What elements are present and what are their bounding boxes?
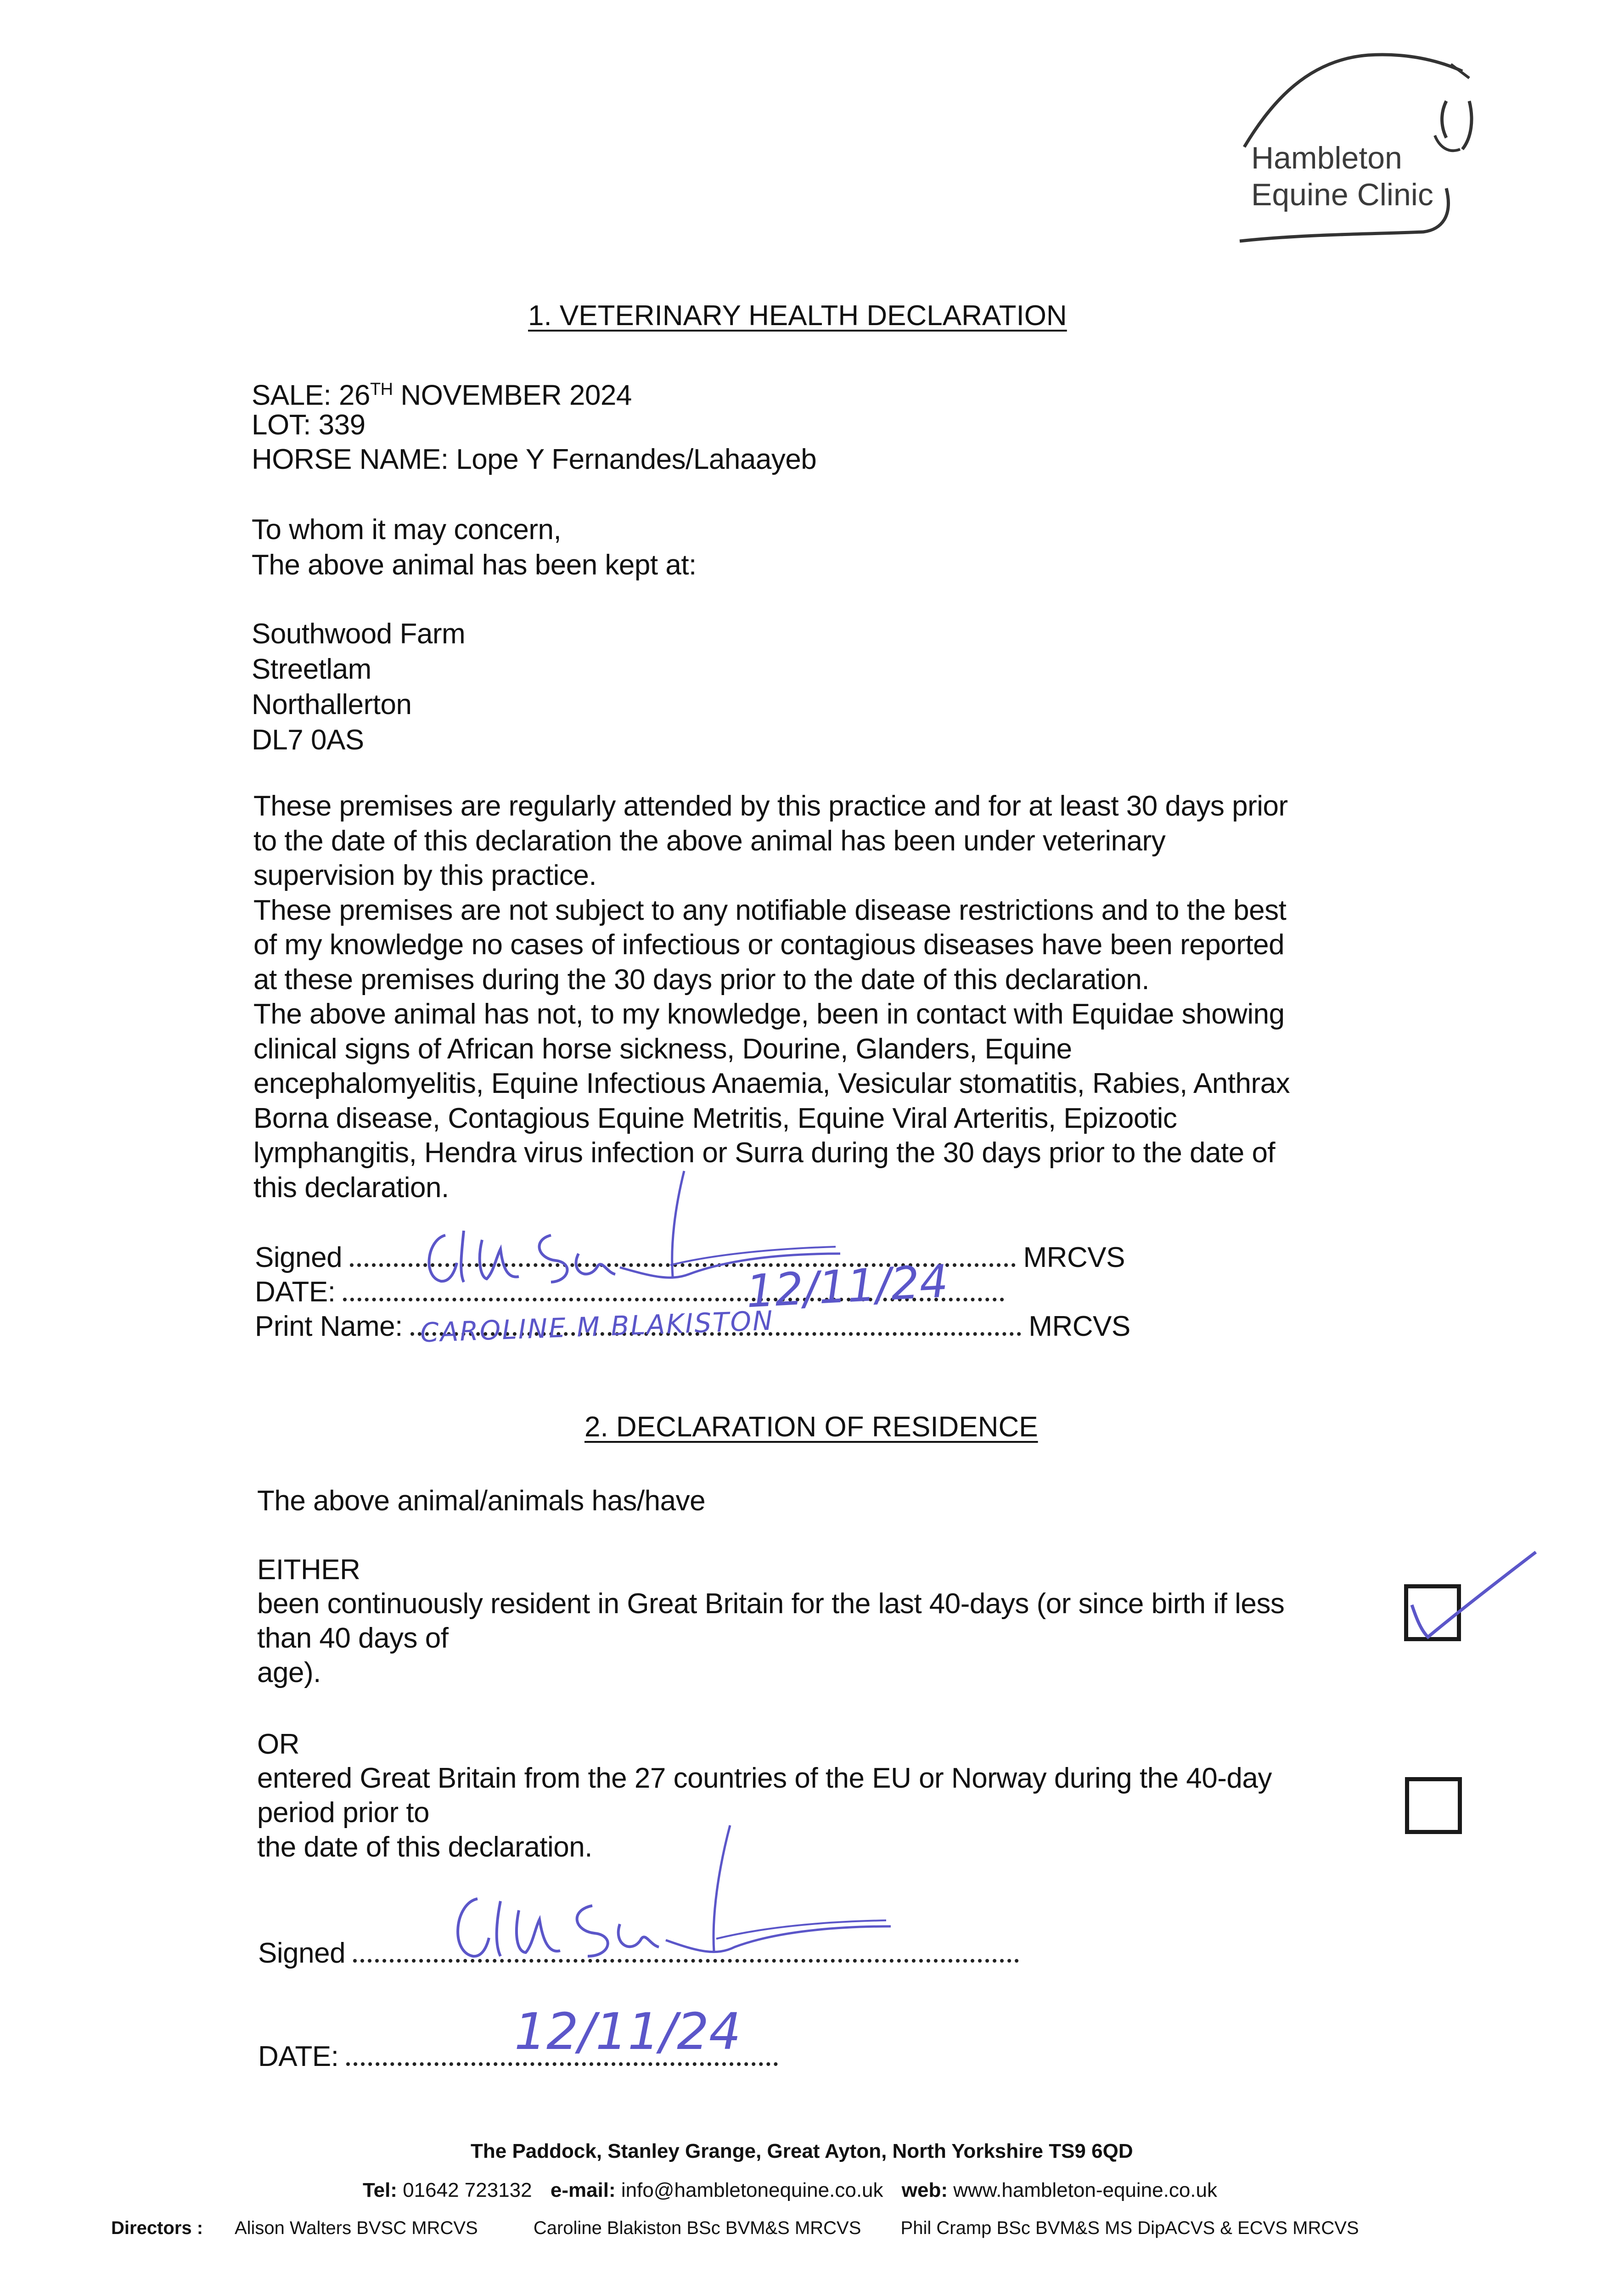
option-line: entered Great Britain from the 27 countries of the EU or Norway during the 40-day (257, 1762, 1272, 1794)
paragraph-line: to the date of this declaration the above animal has been under veterinary (253, 825, 1166, 857)
paragraph-line: supervision by this practice. (253, 860, 597, 891)
greeting: To whom it may concern, (252, 514, 562, 546)
footer-address: The Paddock, Stanley Grange, Great Ayton, North Yorkshire TS9 6QD (471, 2140, 1133, 2162)
or-label: OR (257, 1728, 299, 1760)
date-line-2: DATE: (258, 2039, 778, 2074)
kept-at: The above animal has been kept at: (252, 549, 697, 581)
residence-intro: The above animal/animals has/have (257, 1485, 706, 1517)
handwritten-date-1: 12/11/24 (745, 1255, 950, 1318)
date-line-1: DATE: (255, 1274, 1004, 1310)
paragraph-line: The above animal has not, to my knowledge, been in contact with Equidae showing (253, 998, 1285, 1030)
address-block (252, 616, 465, 758)
sale-superscript: TH (370, 380, 393, 399)
option-line: the date of this declaration. (257, 1831, 592, 1863)
address-line: DL7 0AS (252, 724, 364, 756)
email-link[interactable]: info@hambletonequine.co.uk (621, 2179, 883, 2201)
handwritten-date-2: 12/11/24 (514, 2002, 742, 2061)
option-line: been continuously resident in Great Britain for the last 40-days (or since birth if less (257, 1588, 1285, 1620)
section2-title: 2. DECLARATION OF RESIDENCE (584, 1411, 1038, 1443)
declaration-paragraphs (253, 789, 1290, 1205)
option1-text (257, 1587, 1284, 1690)
director-name: Caroline Blakiston BSc BVM&S MRCVS (533, 2218, 861, 2238)
paragraph-line: clinical signs of African horse sickness, Dourine, Glanders, Equine (253, 1033, 1072, 1065)
address-line: Northallerton (252, 689, 412, 720)
lot-line: LOT: 339 (252, 409, 365, 441)
signed-line-1: Signed MRCVS (255, 1242, 1125, 1273)
tel-value[interactable]: 01642 723132 (403, 2179, 532, 2201)
paragraph-line: encephalomyelitis, Equine Infectious Anaemia, Vesicular stomatitis, Rabies, Anthrax (253, 1068, 1290, 1099)
address-line: Southwood Farm (252, 618, 466, 650)
footer-contact (363, 2179, 1217, 2202)
logo-line-1: Hambleton (1251, 141, 1402, 175)
director-name: Phil Cramp BSc BVM&S MS DipACVS & ECVS MRCVS (900, 2218, 1359, 2238)
checkmark-icon (1405, 1541, 1543, 1646)
paragraph-line: These premises are regularly attended by this practice and for at least 30 days prior (253, 790, 1288, 822)
signed-line-2: Signed (258, 1936, 1019, 1971)
option-line: than 40 days of (257, 1622, 449, 1654)
horse-name-line: HORSE NAME: Lope Y Fernandes/Lahaayeb (252, 444, 817, 475)
footer-directors (111, 2218, 1359, 2239)
web-link[interactable]: www.hambleton-equine.co.uk (953, 2179, 1217, 2201)
either-label: EITHER (257, 1554, 360, 1586)
director-name: Alison Walters BVSC MRCVS (234, 2218, 478, 2238)
option2-checkbox[interactable] (1405, 1777, 1462, 1834)
section1-title: 1. VETERINARY HEALTH DECLARATION (528, 300, 1067, 332)
logo-line-2: Equine Clinic (1251, 177, 1433, 212)
sale-line: SALE: 26TH NOVEMBER 2024 (252, 379, 632, 411)
address-line: Streetlam (252, 653, 371, 685)
directors-label: Directors : (111, 2218, 203, 2238)
paragraph-line: Borna disease, Contagious Equine Metritis, Equine Viral Arteritis, Epizootic (253, 1102, 1177, 1134)
paragraph-line: of my knowledge no cases of infectious or contagious diseases have been reported (253, 929, 1285, 961)
handwritten-signature-2 (436, 1818, 918, 1975)
web-label: web: (901, 2179, 948, 2201)
email-label: e-mail: (550, 2179, 616, 2201)
print-name-line: Print Name: MRCVS (255, 1311, 1130, 1342)
tel-label: Tel: (363, 2179, 397, 2201)
handwritten-print-name: CAROLINE M BLAKISTON (420, 1305, 775, 1349)
clinic-logo (1231, 51, 1488, 257)
option-line: period prior to (257, 1797, 430, 1829)
paragraph-line: this declaration. (253, 1171, 449, 1204)
paragraph-line: lymphangitis, Hendra virus infection or Surra during the 30 days prior to the date of (253, 1137, 1276, 1169)
option-line: age). (257, 1657, 321, 1688)
paragraph-line: at these premises during the 30 days prior to the date of this declaration. (253, 963, 1150, 996)
paragraph-line: These premises are not subject to any notifiable disease restrictions and to the best (253, 894, 1287, 926)
